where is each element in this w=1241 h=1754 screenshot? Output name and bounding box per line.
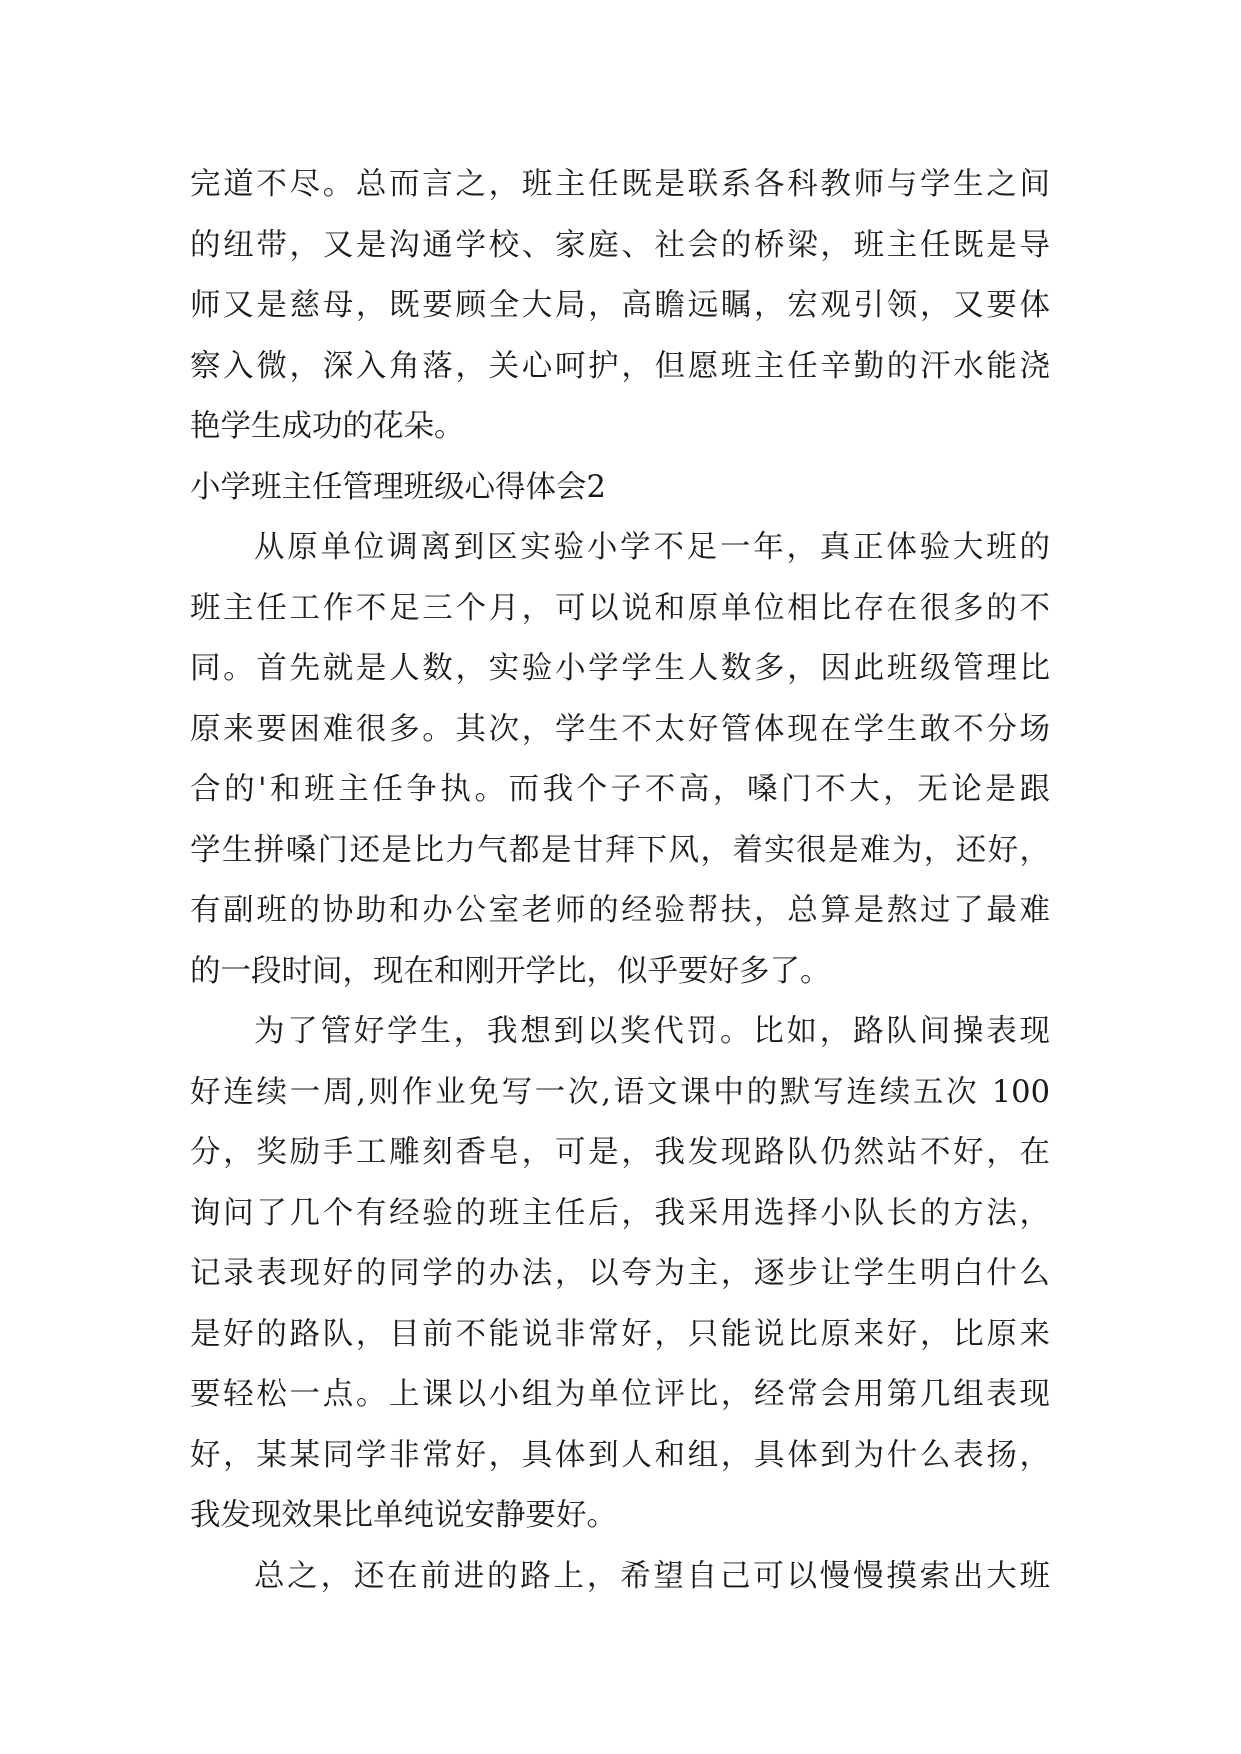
text-line: 为了管好学生，我想到以奖代罚。比如，路队间操表现: [254, 1014, 1050, 1049]
text-line: 记录表现好的同学的办法，以夸为主，逐步让学生明白什么: [190, 1256, 1050, 1291]
text-line: 同。首先就是人数，实验小学学生人数多，因此班级管理比: [190, 651, 1050, 686]
text-line: 师又是慈母，既要顾全大局，高瞻远瞩，宏观引领，又要体: [190, 288, 1050, 323]
text-line: 原来要困难很多。其次，学生不太好管体现在学生敢不分场: [190, 711, 1050, 747]
text-line: 好连续一周,则作业免写一次,语文课中的默写连续五次 100: [190, 1074, 1050, 1110]
text-line: 学生拼嗓门还是比力气都是甘拜下风，着实很是难为，还好，: [190, 832, 1050, 868]
text-line: 要轻松一点。上课以小组为单位评比，经常会用第几组表现: [190, 1377, 1050, 1412]
text-line: 艳学生成功的花朵。: [190, 409, 465, 444]
text-line: 的一段时间，现在和刚开学比，似乎要好多了。: [190, 953, 831, 989]
text-line: 好，某某同学非常好，具体到人和组，具体到为什么表扬，: [190, 1437, 1050, 1473]
text-line: 合的'和班主任争执。而我个子不高，嗓门不大，无论是跟: [190, 772, 1050, 807]
text-line: 是好的路队，目前不能说非常好，只能说比原来好，比原来: [190, 1316, 1050, 1352]
text-line: 的纽带，又是沟通学校、家庭、社会的桥梁，班主任既是导: [190, 227, 1050, 263]
text-line: 完道不尽。总而言之，班主任既是联系各科教师与学生之间: [190, 167, 1050, 202]
text-line: 班主任工作不足三个月，可以说和原单位相比存在很多的不: [190, 590, 1050, 626]
text-line: 询问了几个有经验的班主任后，我采用选择小队长的方法，: [190, 1195, 1050, 1231]
text-line: 察入微，深入角落，关心呵护，但愿班主任辛勤的汗水能浇: [190, 348, 1050, 384]
document-body: [190, 155, 1050, 1607]
text-line: 从原单位调离到区实验小学不足一年，真正体验大班的: [254, 530, 1050, 565]
text-line: 我发现效果比单纯说安静要好。: [190, 1498, 617, 1533]
paragraph-4: [190, 1547, 1050, 1608]
text-line: 总之，还在前进的路上，希望自己可以慢慢摸索出大班: [254, 1558, 1050, 1594]
paragraph-1: [190, 155, 1050, 458]
paragraph-3: [190, 1002, 1050, 1547]
section-heading: 小学班主任管理班级心得体会2: [190, 469, 606, 505]
text-line: 有副班的协助和办公室老师的经验帮扶，总算是熬过了最难: [190, 893, 1050, 928]
paragraph-2: [190, 518, 1050, 1002]
text-line: 分，奖励手工雕刻香皂，可是，我发现路队仍然站不好，在: [190, 1135, 1050, 1170]
